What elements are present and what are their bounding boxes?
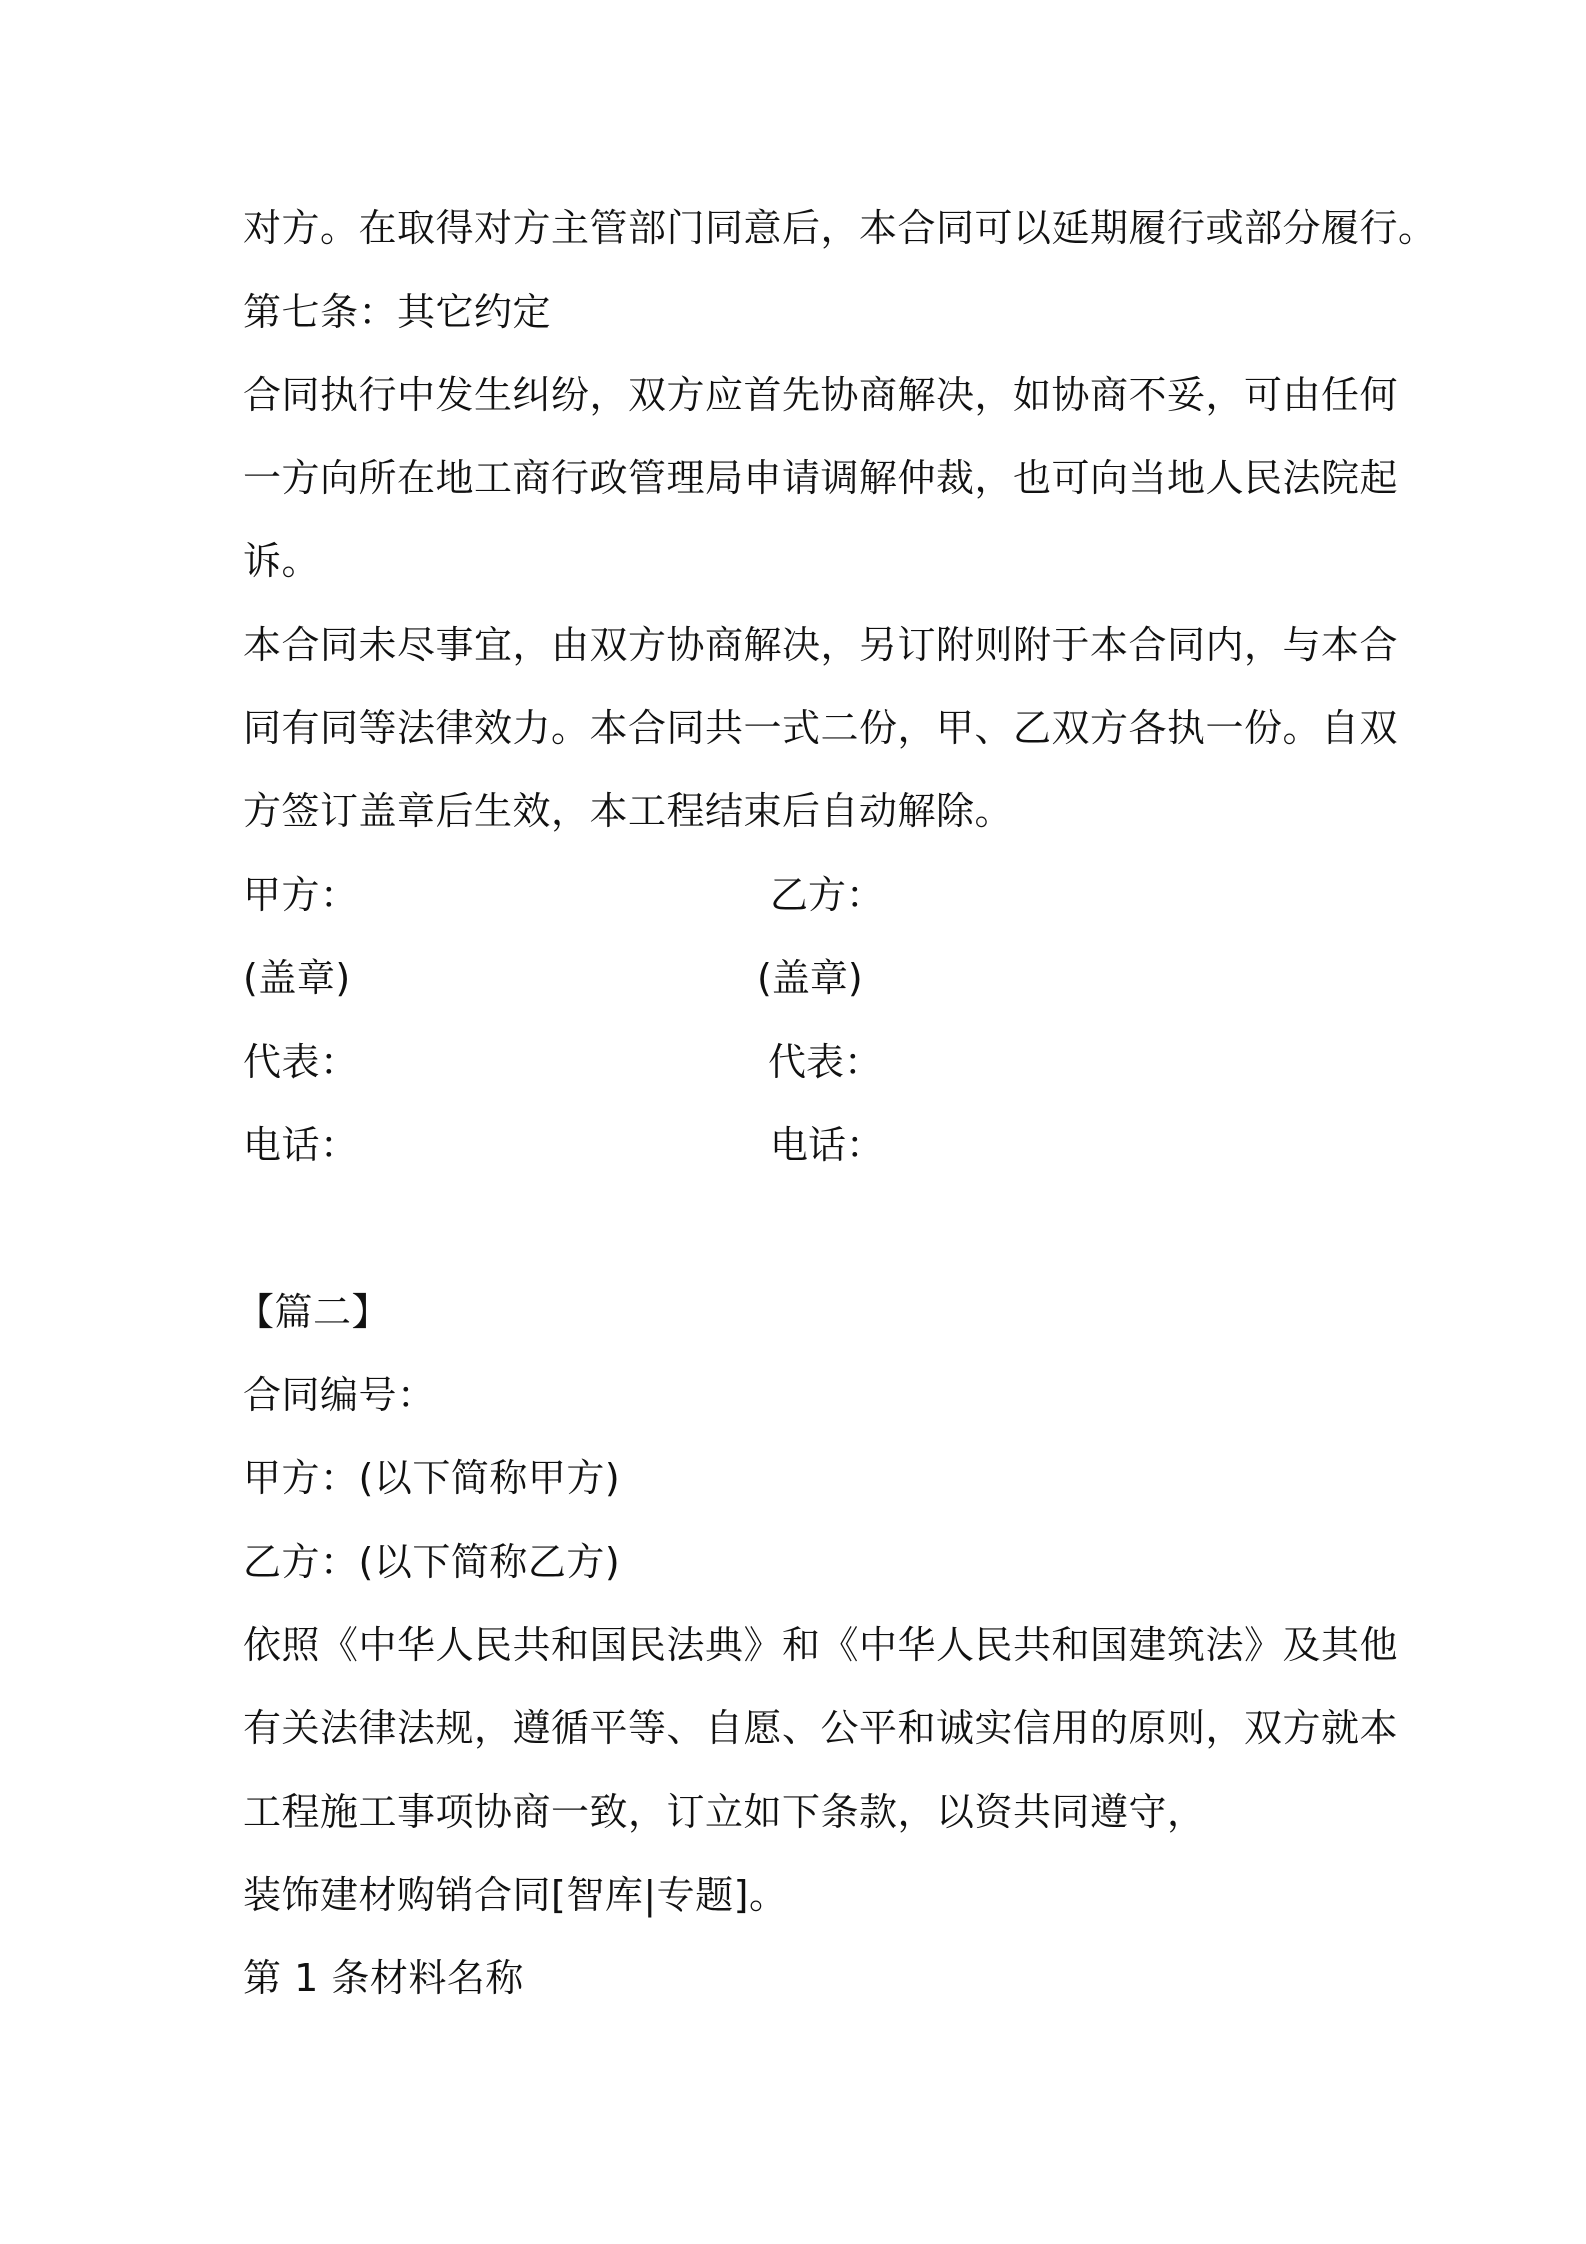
party-b-definition: 乙方：(以下简称乙方) [243,1540,621,1584]
party-b-phone: 电话： [770,1123,885,1167]
party-a-definition: 甲方：(以下简称甲方) [243,1456,621,1500]
contract-number-label: 合同编号： [243,1373,436,1417]
article-7-heading: 第七条：其它约定 [243,290,552,334]
section-title-part-2: 【篇二】 [236,1290,391,1334]
other-clause-line-1: 本合同未尽事宜，由双方协商解决，另订附则附于本合同内，与本合 [243,623,1399,667]
article-1-heading: 第 1 条材料名称 [243,1956,524,2000]
contract-name: 装饰建材购销合同[智库|专题]。 [243,1873,788,1917]
dispute-clause-line-1: 合同执行中发生纠纷，双方应首先协商解决，如协商不妥，可由任何 [243,373,1399,417]
party-a-phone: 电话： [243,1123,359,1167]
party-a-representative: 代表： [243,1040,359,1084]
party-a-signature-label: 甲方： [243,873,359,917]
dispute-clause-line-2: 一方向所在地工商行政管理局申请调解仲裁，也可向当地人民法院起 [243,456,1399,500]
other-clause-line-2: 同有同等法律效力。本合同共一式二份，甲、乙双方各执一份。自双 [243,706,1399,750]
dispute-clause-line-3: 诉。 [243,539,321,583]
intro-line-3: 工程施工事项协商一致，订立如下条款，以资共同遵守， [243,1790,1206,1834]
party-b-signature-label: 乙方： [770,873,885,917]
intro-line-2: 有关法律法规，遵循平等、自愿、公平和诚实信用的原则，双方就本 [243,1706,1399,1750]
paragraph-continuation: 对方。在取得对方主管部门同意后，本合同可以延期履行或部分履行。 [243,206,1437,250]
party-b-representative: 代表： [768,1040,883,1084]
other-clause-line-3: 方签订盖章后生效，本工程结束后自动解除。 [243,789,1014,833]
party-b-seal: (盖章) [757,956,863,1000]
party-a-seal: (盖章) [243,956,351,1000]
intro-line-1: 依照《中华人民共和国民法典》和《中华人民共和国建筑法》及其他 [243,1623,1399,1667]
